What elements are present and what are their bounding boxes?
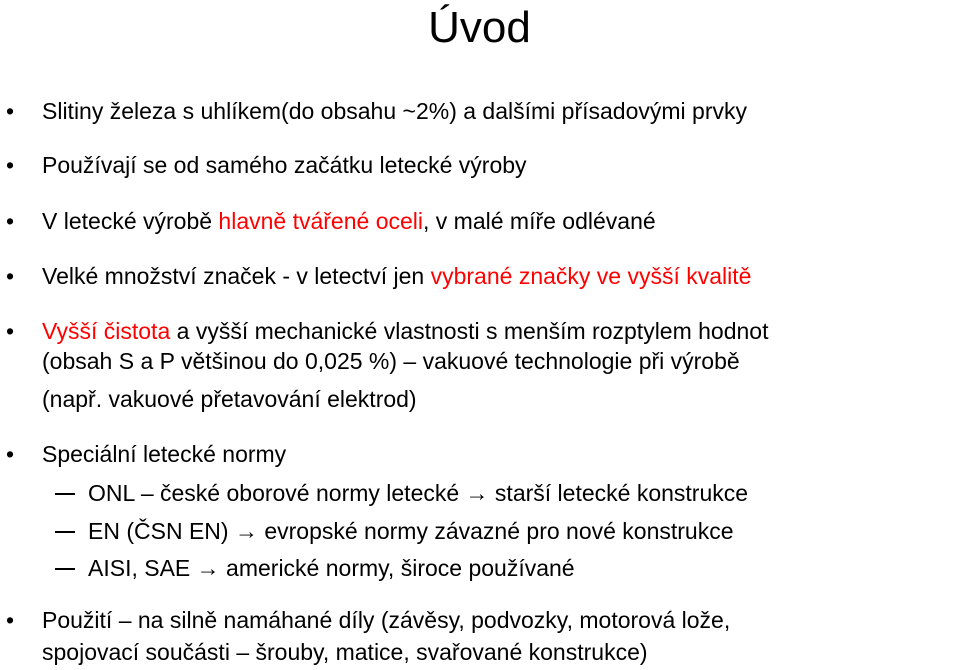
bullet-4-text (42, 261, 751, 291)
bullet-3-text (42, 206, 656, 236)
bullet-1-text: Slitiny železa s uhlíkem(do obsahu ~2%) a dalšími přísadovými prvky (42, 98, 747, 124)
bullet-2-text: Používají se od samého začátku letecké výroby (42, 152, 527, 178)
bullet-7-line-2: spojovací součásti – šrouby, matice, svařované konstrukce) (42, 639, 648, 665)
sub-item-onl: ONL – české oborové normy letecké → starší letecké konstrukce (88, 480, 749, 506)
sub-item-aisi: AISI, SAE → americké normy, široce používané (88, 555, 575, 581)
bullet-6-text: Speciální letecké normy (42, 441, 287, 467)
bullet-icon: • (6, 318, 15, 344)
bullet-5-highlight: Vyšší čistota (42, 318, 171, 344)
bullet-5-line-2: (obsah S a P většinou do 0,025 %) – vakuové technologie při výrobě (42, 348, 740, 374)
bullet-3-part-b: , v malé míře odlévané (423, 208, 656, 234)
bullet-icon: • (6, 441, 15, 467)
bullet-icon: • (6, 98, 15, 124)
bullet-5-line-1 (42, 316, 769, 346)
bullet-icon: • (6, 152, 15, 178)
bullet-4-part-a: Velké množství značek - v letectví jen (42, 263, 431, 289)
bullet-3-highlight: hlavně tvářené oceli (218, 208, 423, 234)
bullet-5-line-3: (např. vakuové přetavování elektrod) (42, 386, 417, 412)
slide-title: Úvod (428, 3, 531, 52)
dash-icon (55, 493, 75, 495)
dash-icon (55, 568, 75, 570)
bullet-5-part-a: a vyšší mechanické vlastnosti s menším rozptylem hodnot (170, 318, 769, 344)
bullet-icon: • (6, 607, 15, 633)
bullet-icon: • (6, 208, 15, 234)
bullet-7-line-1: Použití – na silně namáhané díly (závěsy, podvozky, motorová lože, (42, 607, 731, 633)
sub-item-en: EN (ČSN EN) → evropské normy závazné pro nové konstrukce (88, 518, 734, 544)
bullet-3-part-a: V letecké výrobě (42, 208, 219, 234)
dash-icon (55, 531, 75, 533)
bullet-icon: • (6, 263, 15, 289)
bullet-4-highlight: vybrané značky ve vyšší kvalitě (430, 263, 752, 289)
